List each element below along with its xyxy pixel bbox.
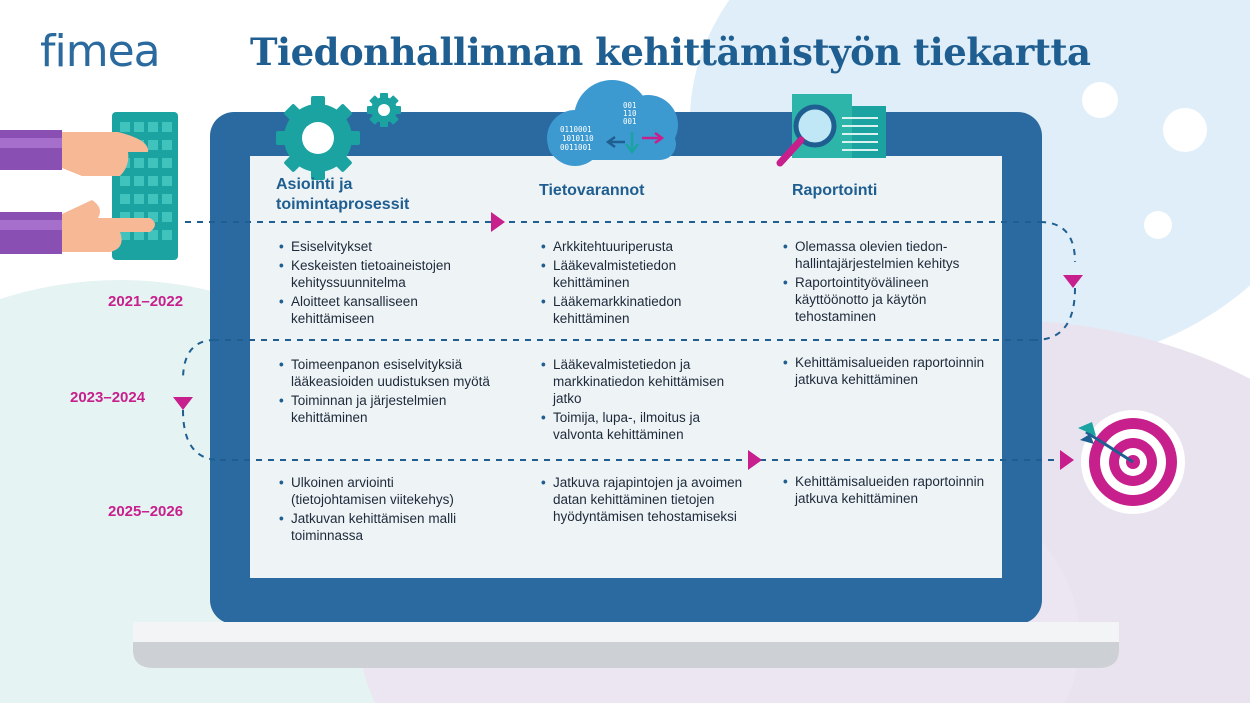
page-title: Tiedonhallinnan kehittämistyön tiekartta [250,30,1091,74]
column-heading-raportointi: Raportointi [792,182,878,199]
svg-text:001: 001 [623,101,637,110]
svg-text:1010110: 1010110 [562,134,594,143]
list-item: • Aloitteet kansalliseen kehittämiseen [277,293,492,327]
cell-2023-raportointi [781,354,986,390]
keyboard-hands-icon [0,112,178,260]
cell-2025-tietovarannot [539,474,744,527]
year-label-2021-2022: 2021–2022 [108,293,184,310]
cell-2023-asiointi [277,356,492,428]
list-item: • Toimija, lupa-, ilmoitus ja valvonta kehittäminen [539,409,739,443]
svg-text:110: 110 [623,109,637,118]
cell-2023-tietovarannot [539,356,739,445]
list-item: • Raportointityövälineen käyttöönotto ja käytön tehostaminen [781,274,986,325]
list-item: • Toiminnan ja järjestelmien kehittäminen [277,392,492,426]
cell-2021-tietovarannot [539,238,739,329]
fimea-logo: fimea [40,26,160,77]
list-item: • Lääkevalmistetiedon ja markkinatiedon kehittämisen jatko [539,356,739,407]
year-label-2023-2024: 2023–2024 [70,389,146,406]
cloud-data-icon [547,80,678,166]
cell-2021-raportointi [781,238,986,327]
cell-2025-raportointi [781,473,986,509]
column-heading-tietovarannot: Tietovarannot [539,182,645,199]
list-item: • Esiselvitykset [277,238,492,255]
list-item: • Olemassa olevien tiedonhallintajärjestelmien kehitys [781,238,986,272]
list-item: • Keskeisten tietoaineistojen kehityssuunnitelma [277,257,492,291]
svg-text:0110001: 0110001 [560,125,592,134]
list-item: • Jatkuva rajapintojen ja avoimen datan kehittäminen tietojen hyödyntämisen tehostamiseksi [539,474,744,525]
list-item: • Toimeenpanon esiselvityksiä lääkeasioiden uudistuksen myötä [277,356,492,390]
list-item: • Ulkoinen arviointi (tietojohtamisen viitekehys) [277,474,492,508]
year-label-2025-2026: 2025–2026 [108,503,184,520]
cell-2021-asiointi [277,238,492,329]
column-heading-asiointi: Asiointi ja toimintaprosessit [276,176,410,213]
list-item: • Lääkevalmistetiedon kehittäminen [539,257,739,291]
cell-2025-asiointi [277,474,492,546]
svg-text:0011001: 0011001 [560,143,592,152]
list-item: • Jatkuvan kehittämisen malli toiminnassa [277,510,492,544]
list-item: • Kehittämisalueiden raportoinnin jatkuva kehittäminen [781,354,986,388]
list-item: • Arkkitehtuuriperusta [539,238,739,255]
list-item: • Kehittämisalueiden raportoinnin jatkuva kehittäminen [781,473,986,507]
svg-text:001: 001 [623,117,637,126]
list-item: • Lääkemarkkinatiedon kehittäminen [539,293,739,327]
